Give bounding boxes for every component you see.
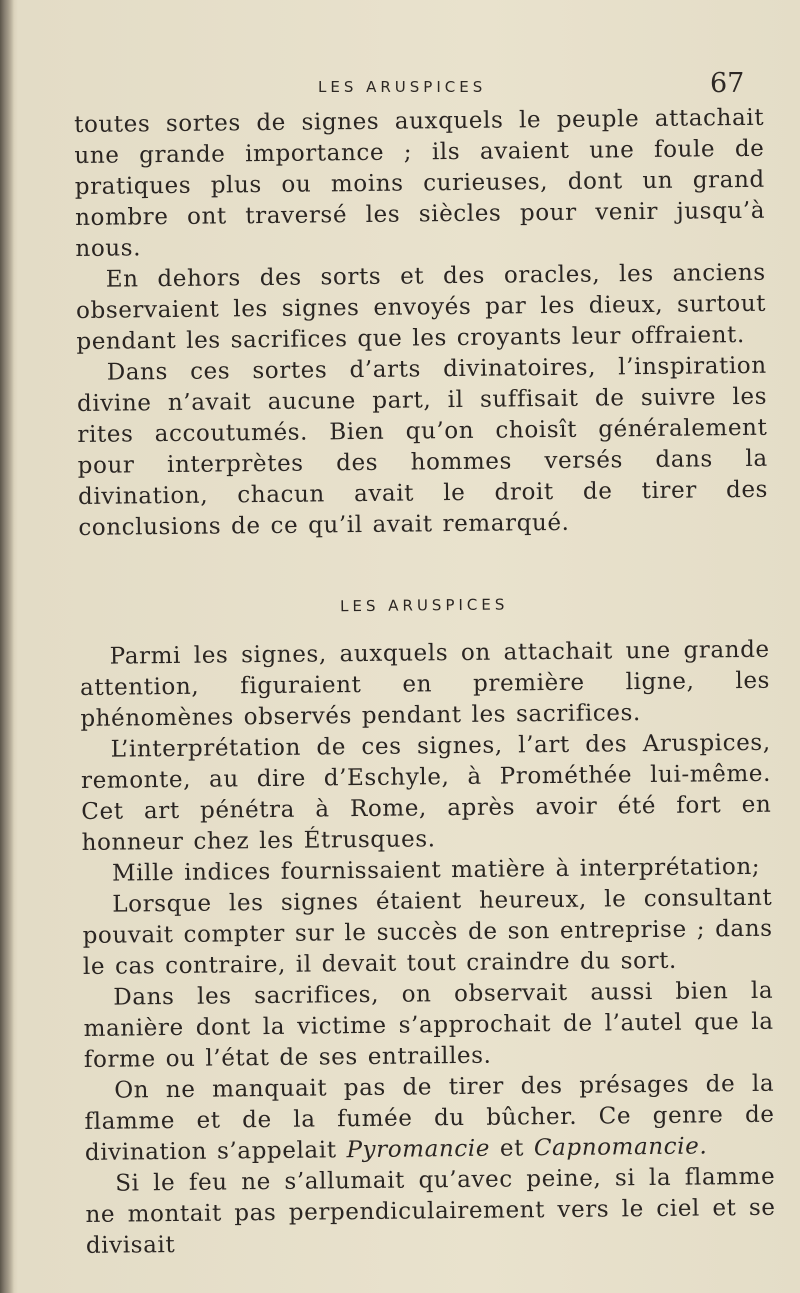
page-number: 67 [710, 68, 745, 99]
paragraph [84, 1069, 775, 1169]
paragraph: Dans les sacrifices, on observait aussi bien la manière dont la victime s’approchait de l’autel que la forme ou l’état de ses entrailles. [83, 977, 774, 1073]
paragraph-truncated: Si le feu ne s’allumait qu’avec peine, si la flamme ne montait pas perpendiculairement vers le ciel et se divisait [85, 1163, 776, 1259]
paragraph: En dehors des sorts et des oracles, les anciens observaient les signes envoyés par les dieux, surtout pendant les sacrifices que les croyants leur offraient. [75, 259, 767, 355]
term-pyromancie: Pyromancie [346, 1135, 491, 1164]
term-capnomancie: Capnomancie. [533, 1133, 708, 1162]
paragraph: L’interprétation de ces signes, l’art des Aruspices, remonte, au dire d’Eschyle, à Prométhée lui-même. Cet art pénétra à Rome, après avoir été fort en honneur chez les Étrusques. [80, 729, 772, 856]
conjunction: et [499, 1135, 525, 1162]
section-heading: LES ARUSPICES [339, 595, 509, 616]
paragraph: Dans ces sortes d’arts divinatoires, l’inspiration divine n’avait aucune part, il suffisait de suivre les rites accoutumés. Bien qu’on choisît généralement pour interprètes des hommes versés dans la divination, chacun avait le droit de tirer des conclusions de ce qu’il avait remarqué. [76, 352, 769, 541]
text-body [74, 103, 776, 1262]
running-title: LES ARUSPICES [318, 78, 487, 96]
paragraph-continued: toutes sortes de signes auxquels le peuple attachait une grande importance ; ils avaient une foule de pratiques plus ou moins curieuses, dont un grand nombre ont traversé les siècles pour venir jusqu’à nous. [74, 104, 766, 262]
running-head [0, 68, 800, 108]
book-gutter-shadow [0, 0, 14, 1293]
paragraph-text: On ne manquait pas de tirer des présages de la flamme et de la fumée du bûcher. Ce genre de divination s’appelait [84, 1070, 775, 1166]
paragraph: Mille indices fournissaient matière à interprétation; [111, 853, 761, 887]
paragraph: Lorsque les signes étaient heureux, le consultant pouvait compter sur le succès de son entreprise ; dans le cas contraire, il devait tout craindre du sort. [82, 884, 773, 980]
paragraph: Parmi les signes, auxquels on attachait une grande attention, figuraient en première ligne, les phénomènes observés pendant les sacrifices. [79, 636, 771, 732]
